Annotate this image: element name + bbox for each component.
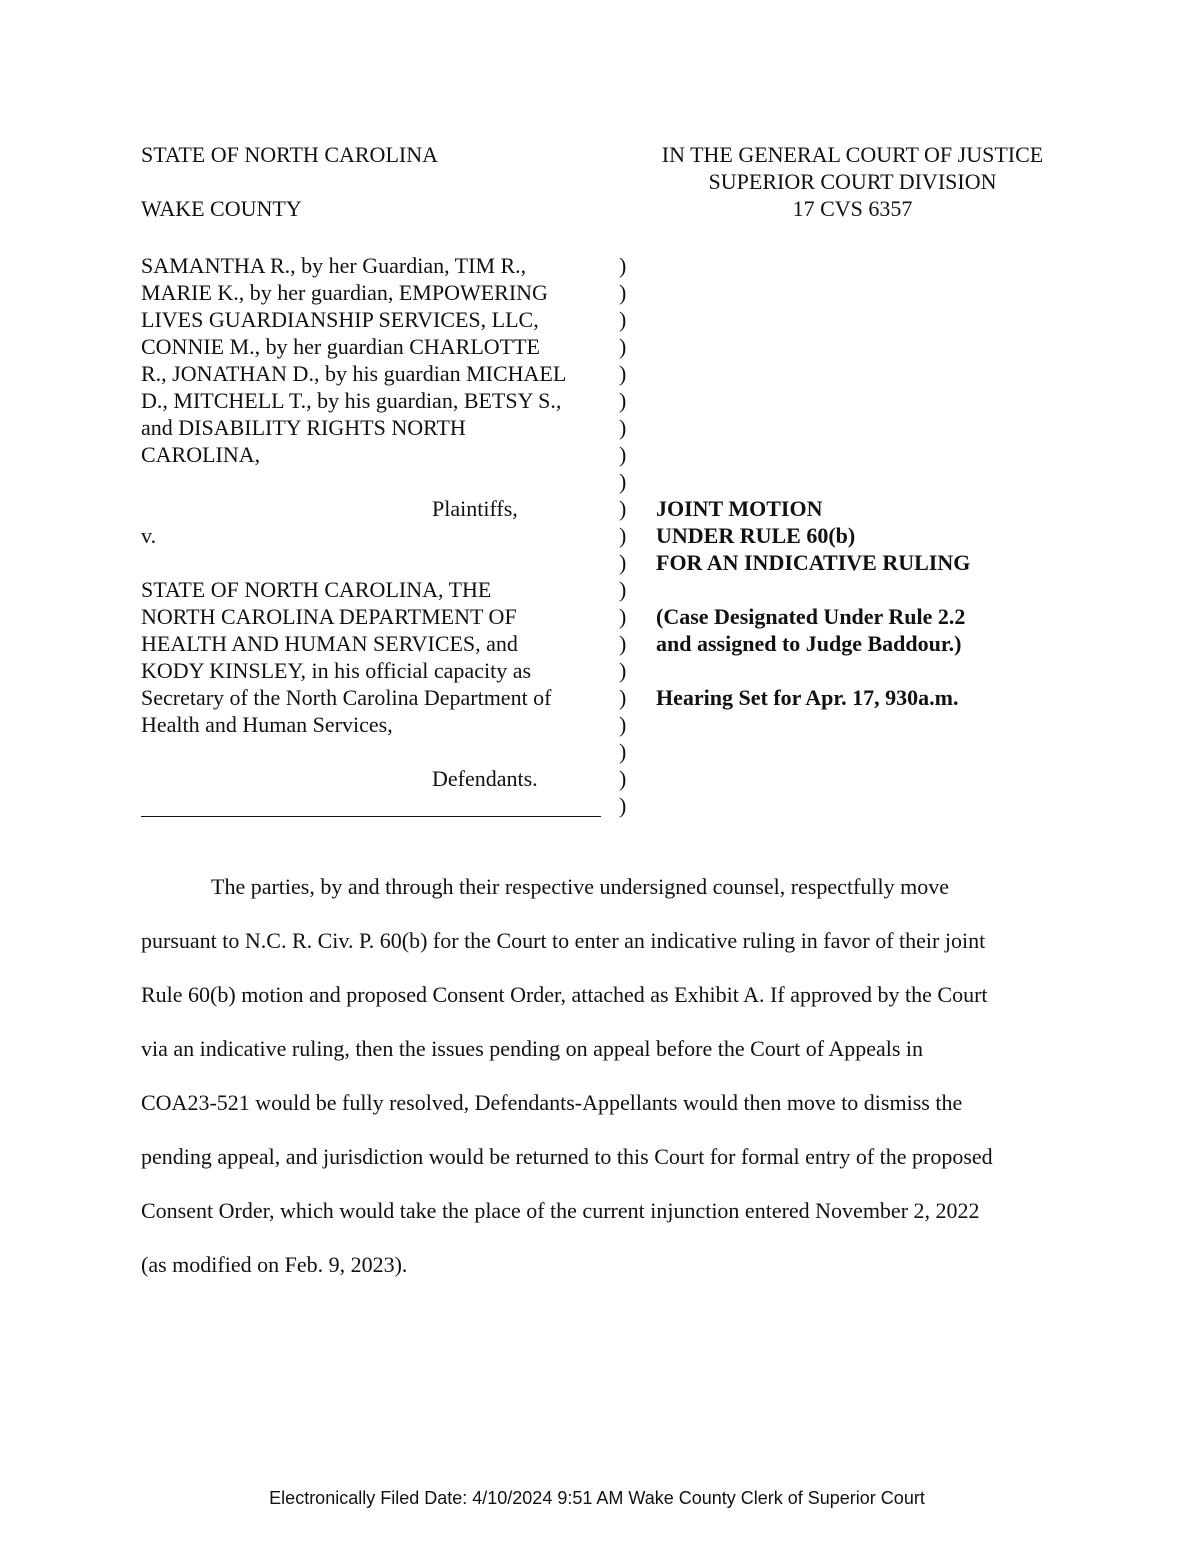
caption-paren: ) (619, 469, 627, 494)
defendant-line: NORTH CAROLINA DEPARTMENT OF (141, 604, 517, 629)
defendant-line: Health and Human Services, (141, 712, 393, 737)
defendants-role: Defendants. (432, 766, 538, 791)
defendant-line: Secretary of the North Carolina Department of (141, 685, 552, 710)
motion-title (656, 495, 970, 576)
motion-title-line: FOR AN INDICATIVE RULING (656, 550, 971, 575)
body-line: via an indicative ruling, then the issues pending on appeal before the Court of Appeals in (141, 1036, 924, 1061)
hearing-notice (656, 684, 959, 711)
caption-paren: ) (619, 334, 627, 359)
court-line-2: SUPERIOR COURT DIVISION (708, 169, 997, 194)
county-caption: WAKE COUNTY (141, 196, 302, 221)
designation-line: (Case Designated Under Rule 2.2 (656, 604, 966, 629)
caption-paren: ) (619, 496, 627, 521)
body-paragraph (141, 872, 1061, 1304)
body-line: (as modified on Feb. 9, 2023). (141, 1252, 408, 1277)
case-designation (656, 603, 965, 657)
plaintiff-line: LIVES GUARDIANSHIP SERVICES, LLC, (141, 307, 539, 332)
versus: v. (141, 523, 157, 548)
caption-paren: ) (619, 631, 627, 656)
plaintiffs-block (141, 252, 611, 468)
plaintiff-line: CAROLINA, (141, 442, 261, 467)
defendant-line: HEALTH AND HUMAN SERVICES, and (141, 631, 518, 656)
caption-paren: ) (619, 739, 627, 764)
body-line: pending appeal, and jurisdiction would be returned to this Court for formal entry of the proposed (141, 1144, 993, 1169)
caption-paren: ) (619, 280, 627, 305)
caption-paren: ) (619, 442, 627, 467)
caption-paren: ) (619, 685, 627, 710)
caption-paren: ) (619, 253, 627, 278)
caption-paren: ) (619, 523, 627, 548)
caption-paren: ) (619, 577, 627, 602)
caption-paren: ) (619, 712, 627, 737)
caption-divider (619, 252, 626, 819)
body-line: pursuant to N.C. R. Civ. P. 60(b) for the Court to enter an indicative ruling in favor of their joint (141, 928, 986, 953)
caption-paren: ) (619, 658, 627, 683)
body-line: Consent Order, which would take the place of the current injunction entered November 2, 2022 (141, 1198, 980, 1223)
filing-stamp: Electronically Filed Date: 4/10/2024 9:51 AM Wake County Clerk of Superior Court (269, 1488, 925, 1508)
caption-paren: ) (619, 415, 627, 440)
plaintiff-line: D., MITCHELL T., by his guardian, BETSY S., (141, 388, 562, 413)
court-header (630, 141, 1075, 222)
caption-paren: ) (619, 388, 627, 413)
plaintiff-line: and DISABILITY RIGHTS NORTH (141, 415, 466, 440)
caption-paren: ) (619, 604, 627, 629)
caption-paren: ) (619, 550, 627, 575)
court-line-1: IN THE GENERAL COURT OF JUSTICE (661, 142, 1044, 167)
plaintiff-line: CONNIE M., by her guardian CHARLOTTE (141, 334, 540, 359)
plaintiffs-role: Plaintiffs, (432, 496, 518, 521)
defendant-line: STATE OF NORTH CAROLINA, THE (141, 577, 492, 602)
caption-rule (141, 816, 601, 817)
hearing-line: Hearing Set for Apr. 17, 930a.m. (656, 685, 959, 710)
defendant-line: KODY KINSLEY, in his official capacity as (141, 658, 532, 683)
case-number: 17 CVS 6357 (792, 196, 913, 221)
defendants-block (141, 576, 611, 738)
plaintiff-line: R., JONATHAN D., by his guardian MICHAEL (141, 361, 567, 386)
motion-title-line: UNDER RULE 60(b) (656, 523, 856, 548)
plaintiff-line: SAMANTHA R., by her Guardian, TIM R., (141, 253, 527, 278)
caption-paren: ) (619, 793, 627, 818)
state-caption: STATE OF NORTH CAROLINA (141, 142, 438, 167)
motion-title-line: JOINT MOTION (656, 496, 823, 521)
body-line: The parties, by and through their respective undersigned counsel, respectfully move (211, 874, 949, 899)
designation-line: and assigned to Judge Baddour.) (656, 631, 962, 656)
body-line: Rule 60(b) motion and proposed Consent Order, attached as Exhibit A. If approved by the Court (141, 982, 988, 1007)
body-line: COA23-521 would be fully resolved, Defendants-Appellants would then move to dismiss the (141, 1090, 963, 1115)
caption-paren: ) (619, 766, 627, 791)
plaintiff-line: MARIE K., by her guardian, EMPOWERING (141, 280, 548, 305)
caption-paren: ) (619, 361, 627, 386)
caption-paren: ) (619, 307, 627, 332)
